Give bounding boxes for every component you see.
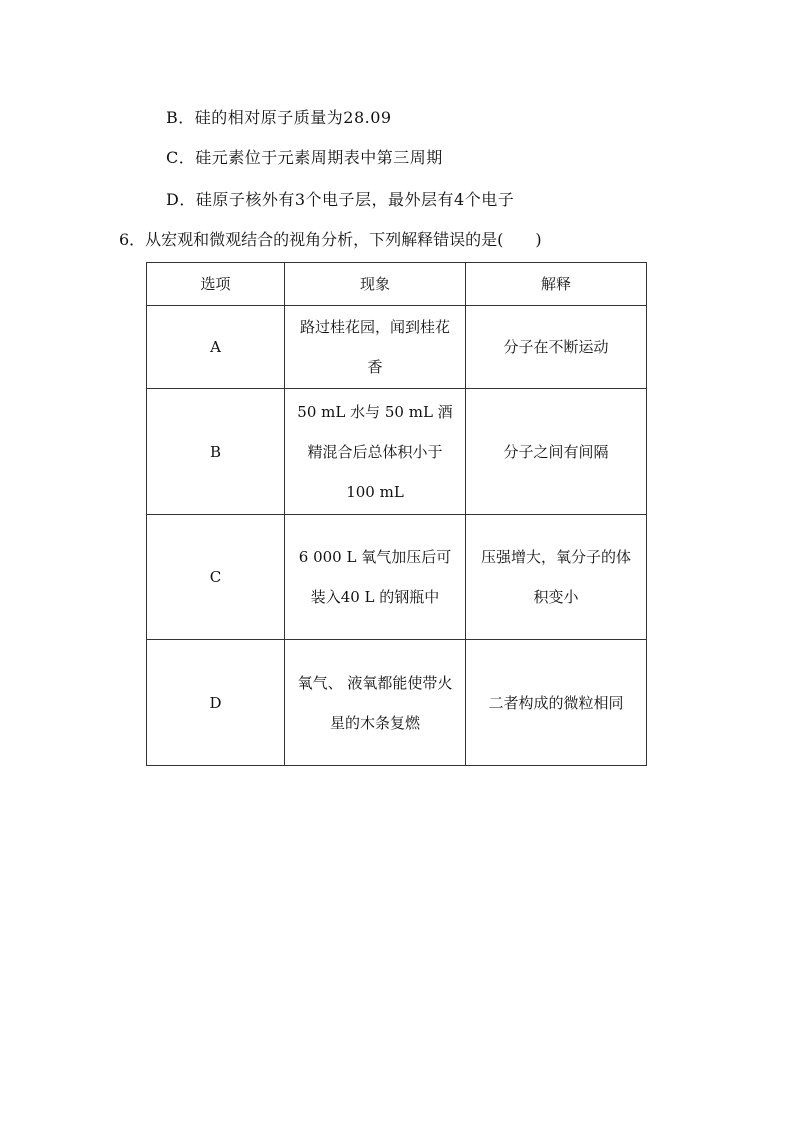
option-b: B．硅的相对原子质量为28.09 [166,108,392,127]
answer-table [146,262,647,766]
cell-option: A [147,306,285,389]
table-row [147,515,647,640]
explanation-text: 分子之间有间隔 [503,442,609,461]
cell-explanation [466,389,647,515]
cell-phenomenon [285,640,466,766]
header-explanation: 解释 [466,263,647,306]
table-row [147,389,647,515]
option-d: D．硅原子核外有3个电子层，最外层有4个电子 [166,190,515,209]
phenomenon-text: 50 mL 水与 50 mL 酒精混合后总体积小于 100 mL [297,402,453,501]
question-stem: 6．从宏观和微观结合的视角分析，下列解释错误的是( ) [119,230,542,249]
explanation-text: 二者构成的微粒相同 [488,693,624,712]
cell-option: B [147,389,285,515]
option-c: C．硅元素位于元素周期表中第三周期 [166,148,443,167]
cell-option: C [147,515,285,640]
cell-explanation [466,640,647,766]
cell-phenomenon [285,515,466,640]
explanation-text: 分子在不断运动 [503,338,609,356]
table-row [147,306,647,389]
cell-phenomenon [285,389,466,515]
phenomenon-text: 氧气、 液氧都能使带火星的木条复燃 [297,673,453,732]
table-row [147,640,647,766]
header-phenomenon: 现象 [285,263,466,306]
cell-option: D [147,640,285,766]
cell-explanation [466,306,647,389]
header-option: 选项 [147,263,285,306]
table-header-row [147,263,647,306]
cell-phenomenon [285,306,466,389]
explanation-text: 压强增大，氧分子的体积变小 [480,548,631,606]
cell-explanation [466,515,647,640]
phenomenon-text: 路过桂花园，闻到桂花香 [299,318,450,376]
phenomenon-text: 6 000 L 氧气加压后可装入40 L 的钢瓶中 [298,548,452,606]
